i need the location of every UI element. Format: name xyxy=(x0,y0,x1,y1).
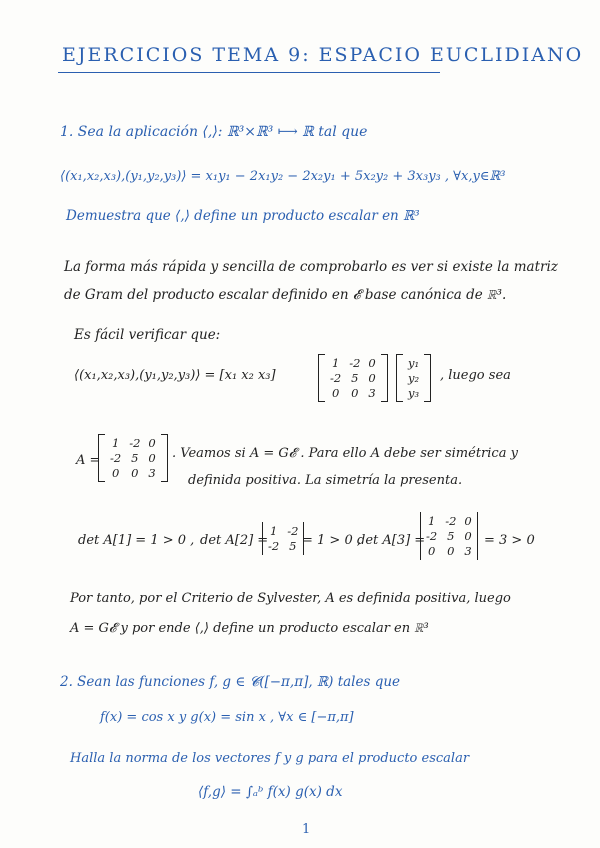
ex1-solution-line2: de Gram del producto escalar definido en 𝓔 base canónica de ℝ³. xyxy=(64,287,507,303)
matrix-a2 xyxy=(262,522,304,555)
matrix-entry: -2 xyxy=(445,514,457,528)
ex2-task: Halla la norma de los vectores f y g para el producto escalar xyxy=(70,751,470,766)
matrix-entry: -2 xyxy=(287,524,299,538)
matrix-entry: 0 xyxy=(148,436,156,450)
eq-tail: , luego sea xyxy=(440,368,511,383)
matrix-entry: -2 xyxy=(110,451,122,465)
page-title: EJERCICIOS TEMA 9: ESPACIO EUCLIDIANO xyxy=(62,44,584,66)
ex2-inner-product: ⟨f,g⟩ = ∫ₐᵇ f(x) g(x) dx xyxy=(198,784,343,800)
matrix-a xyxy=(98,434,168,482)
matrix-entry: 0 xyxy=(464,529,472,543)
matrix-entry: 3 xyxy=(148,466,156,480)
matrix-entry: 1 xyxy=(427,514,436,528)
matrix-entry: 0 xyxy=(111,466,120,480)
det-a3-value: = 3 > 0 xyxy=(484,533,535,548)
matrix-entry: -2 xyxy=(349,356,361,370)
conclusion-line2: A = G𝓔 y por ende ⟨,⟩ define un producto escalar en ℝ³ xyxy=(70,621,429,636)
matrix-entry: 1 xyxy=(331,356,340,370)
matrix-entry: 5 xyxy=(351,371,359,385)
matrix-a3 xyxy=(420,512,478,560)
matrix-entry: 0 xyxy=(447,544,455,558)
matrix-entry: y₂ xyxy=(408,371,420,385)
ex1-solution-line3: Es fácil verificar que: xyxy=(74,327,221,343)
matrix-entry: 0 xyxy=(331,386,340,400)
matrix-a-text1: . Veamos si A = G𝓔 . Para ello A debe ser simétrica y xyxy=(172,446,518,461)
bilinear-form-lhs: ⟨(x₁,x₂,x₃),(y₁,y₂,y₃)⟩ = [x₁ x₂ x₃] xyxy=(74,368,276,383)
det-a2-label: det A[2] = xyxy=(200,533,269,548)
matrix-entry: 0 xyxy=(368,371,376,385)
matrix-entry: y₃ xyxy=(408,386,420,400)
matrix-entry: -2 xyxy=(268,539,280,553)
vector-y xyxy=(396,354,431,402)
ex2-statement: 2. Sean las funciones f, g ∈ 𝓒([−π,π], ℝ) tales que xyxy=(60,674,401,690)
matrix-entry: 1 xyxy=(269,524,278,538)
ex1-task: Demuestra que ⟨,⟩ define un producto escalar en ℝ³ xyxy=(66,208,420,224)
matrix-entry: 5 xyxy=(289,539,297,553)
matrix-entry: 1 xyxy=(111,436,120,450)
conclusion-line1: Por tanto, por el Criterio de Sylvester, A es definida positiva, luego xyxy=(70,591,511,606)
page-number: 1 xyxy=(302,822,311,837)
matrix-entry: 3 xyxy=(368,386,376,400)
matrix-entry: 5 xyxy=(131,451,139,465)
ex1-statement: 1. Sea la aplicación ⟨,⟩: ℝ³×ℝ³ ⟼ ℝ tal que xyxy=(60,124,368,140)
matrix-a-label: A = xyxy=(76,453,101,468)
matrix-entry: 0 xyxy=(427,544,436,558)
ex1-solution-line1: La forma más rápida y sencilla de comprobarlo es ver si existe la matriz xyxy=(64,259,558,275)
matrix-entry: 5 xyxy=(447,529,455,543)
det-a3-label: det A[3] = xyxy=(357,533,426,548)
matrix-entry: 0 xyxy=(351,386,359,400)
matrix-entry: 0 xyxy=(464,514,472,528)
ex1-definition: ⟨(x₁,x₂,x₃),(y₁,y₂,y₃)⟩ = x₁y₁ − 2x₁y₂ − 2x₂y₁ + 5x₂y₂ + 3x₃y₃ , ∀x,y∈ℝ³ xyxy=(60,169,506,184)
matrix-entry: y₁ xyxy=(408,356,420,370)
matrix-entry: 3 xyxy=(464,544,472,558)
ex2-functions: f(x) = cos x y g(x) = sin x , ∀x ∈ [−π,π] xyxy=(100,710,354,725)
matrix-a-text2: definida positiva. La simetría la presenta. xyxy=(188,473,463,488)
matrix-entry: -2 xyxy=(129,436,141,450)
det-a1: det A[1] = 1 > 0 , xyxy=(78,533,195,548)
matrix-entry: -2 xyxy=(426,529,438,543)
matrix-entry: 0 xyxy=(368,356,376,370)
matrix-entry: 0 xyxy=(131,466,139,480)
matrix-entry: -2 xyxy=(330,371,342,385)
matrix-a-inline xyxy=(318,354,388,402)
title-underline xyxy=(58,72,440,73)
matrix-entry: 0 xyxy=(148,451,156,465)
det-a2-value: = 1 > 0 , xyxy=(302,533,361,548)
